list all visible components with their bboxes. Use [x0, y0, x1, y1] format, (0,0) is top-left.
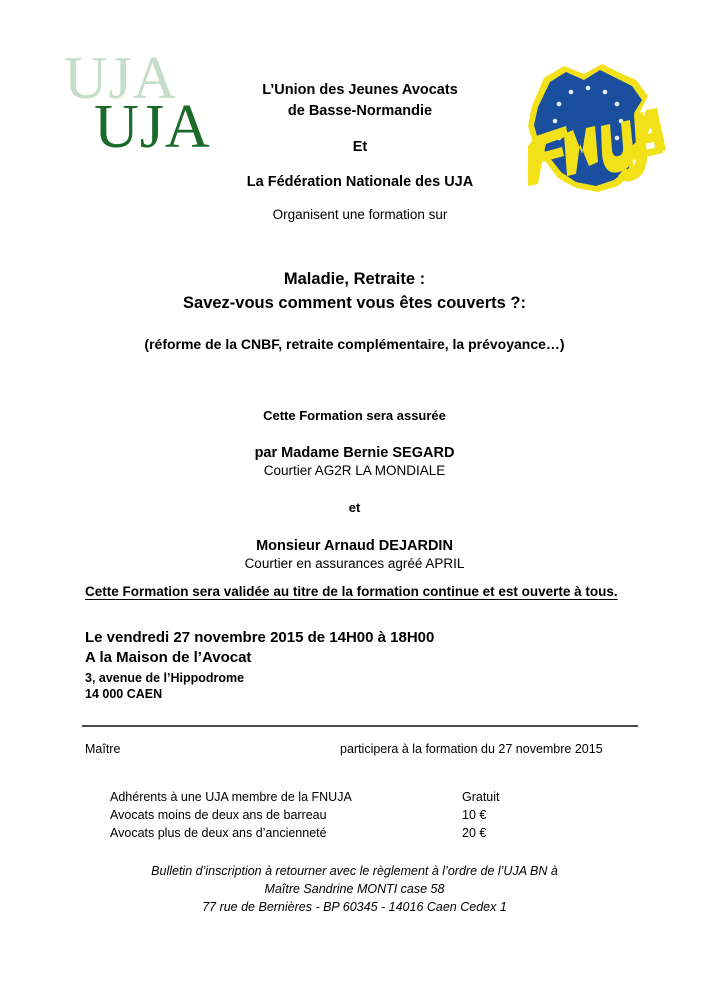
document-header [0, 0, 709, 235]
event-date: Le vendredi 27 novembre 2015 de 14H00 à 18H00 [85, 629, 435, 646]
uja-logo-main-text: UJA [94, 93, 211, 161]
speakers-conjunction: et [348, 500, 361, 515]
title-line-2: Savez-vous comment vous êtes couverts ?: [183, 293, 526, 312]
speaker-1-role: Courtier AG2R LA MONDIALE [263, 463, 446, 478]
organisation-line-1: L’Union des Jeunes Avocats [262, 82, 458, 98]
table-row [110, 788, 580, 806]
event-address: 3, avenue de l’Hippodrome [85, 670, 245, 685]
speakers-block [0, 408, 709, 571]
federation-line: La Fédération Nationale des UJA [246, 174, 474, 191]
footer-line-3: 77 rue de Bernières - BP 60345 - 14016 Caen Cedex 1 [202, 900, 507, 915]
footer-line-2: Maître Sandrine MONTI case 58 [264, 882, 445, 897]
validation-notice: Cette Formation sera validée au titre de la formation continue et est ouverte à tous. [85, 584, 618, 599]
table-row [110, 806, 580, 824]
price-amount: 10 € [462, 808, 487, 823]
header-text-block [175, 80, 545, 222]
price-amount: 20 € [462, 826, 487, 841]
price-label: Avocats plus de deux ans d’ancienneté [110, 826, 327, 841]
footer-block [0, 862, 709, 916]
participation-text: participera à la formation du 27 novembre 2015 [340, 742, 603, 756]
maitre-label: Maître [85, 742, 121, 756]
footer-line-1: Bulletin d’inscription à retourner avec le règlement à l’ordre de l’UJA BN à [151, 864, 558, 878]
event-details-block [85, 628, 434, 703]
title-line-1: Maladie, Retraite : [283, 270, 426, 288]
price-amount: Gratuit [462, 790, 500, 804]
uja-logo-ghost-text: UJA [64, 45, 178, 111]
header-subheading: Organisent une formation sur [272, 207, 448, 223]
speaker-2-role: Courtier en assurances agréé APRIL [244, 556, 465, 571]
section-divider [82, 725, 638, 727]
training-title-block [0, 268, 709, 352]
price-label: Avocats moins de deux ans de barreau [110, 808, 327, 823]
header-conjunction: Et [352, 139, 368, 156]
price-label: Adhérents à une UJA membre de la FNUJA [110, 790, 352, 804]
event-city: 14 000 CAEN [85, 687, 163, 702]
price-table [110, 788, 580, 842]
title-subtitle: (réforme de la CNBF, retraite complémentaire, la prévoyance…) [144, 335, 565, 352]
event-venue: A la Maison de l’Avocat [85, 648, 252, 666]
organisation-line-2: de Basse-Normandie [287, 102, 433, 119]
speakers-intro: Cette Formation sera assurée [263, 408, 446, 423]
speaker-1-name: par Madame Bernie SEGARD [254, 445, 455, 461]
speaker-2-name: Monsieur Arnaud DEJARDIN [256, 538, 453, 554]
table-row [110, 824, 580, 842]
